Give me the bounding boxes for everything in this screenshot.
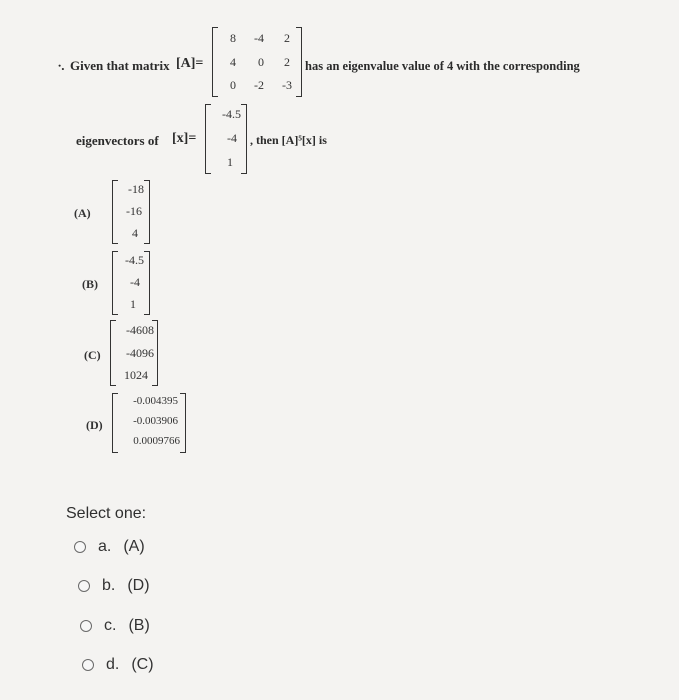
choice-a-text: (A) (123, 538, 145, 555)
option-c-cell: 1024 (124, 368, 148, 382)
choice-c-text: (B) (128, 617, 150, 634)
option-b-cell: 1 (130, 297, 136, 311)
select-one-label: Select one: (66, 505, 147, 522)
option-b-label: (B) (82, 277, 98, 291)
matrix-a-cell: 0 (230, 78, 236, 92)
question-given-text: Given that matrix (70, 58, 170, 73)
choice-d-letter: d. (106, 656, 120, 673)
choice-c[interactable] (80, 617, 150, 635)
option-b-cell: -4 (130, 275, 140, 289)
choice-a[interactable] (74, 538, 145, 556)
matrix-a-cell: -3 (282, 78, 292, 92)
option-a-cell: -18 (128, 182, 144, 196)
option-c-label: (C) (84, 348, 101, 362)
option-d-cell: 0.0009766 (133, 435, 180, 447)
matrix-a-cell: 2 (284, 55, 290, 69)
radio-a[interactable] (74, 541, 86, 553)
matrix-a-cell: 0 (258, 55, 264, 69)
vector-x-label: [x]= (172, 131, 197, 146)
choice-b-letter: b. (102, 577, 116, 594)
question-number: ∙. (58, 58, 65, 73)
matrix-a-cell: 8 (230, 31, 236, 45)
option-a-label: (A) (74, 206, 91, 220)
choice-c-letter: c. (104, 617, 117, 634)
option-a-vector (112, 180, 150, 244)
question-then-text: , then [A]⁵[x] is (250, 133, 327, 147)
vector-x-cell: -4.5 (222, 107, 241, 121)
matrix-a-cell: 2 (284, 31, 290, 45)
matrix-a (212, 27, 302, 97)
option-c-vector (110, 320, 158, 386)
option-d-cell: -0.004395 (133, 395, 178, 407)
choice-b[interactable] (78, 577, 150, 595)
option-d-cell: -0.003906 (133, 415, 178, 427)
vector-x (205, 104, 247, 174)
option-d-label: (D) (86, 418, 103, 432)
vector-x-cell: -4 (227, 131, 237, 145)
option-a-cell: 4 (132, 226, 138, 240)
matrix-a-cell: 4 (230, 55, 236, 69)
option-b-cell: -4.5 (125, 253, 144, 267)
question-after-matrix: has an eigenvalue value of 4 with the corresponding (305, 59, 580, 73)
matrix-a-cell: -2 (254, 78, 264, 92)
matrix-a-cell: -4 (254, 31, 264, 45)
option-a-cell: -16 (126, 204, 142, 218)
radio-d[interactable] (82, 659, 94, 671)
question-eigvec-text: eigenvectors of (76, 133, 159, 148)
choice-d-text: (C) (131, 656, 154, 673)
option-c-cell: -4096 (126, 346, 154, 360)
option-c-cell: -4608 (126, 323, 154, 337)
radio-b[interactable] (78, 580, 90, 592)
choice-d[interactable] (82, 656, 154, 674)
choice-b-text: (D) (127, 577, 150, 594)
option-d-vector (112, 393, 186, 453)
option-b-vector (112, 251, 150, 315)
choice-a-letter: a. (98, 538, 112, 555)
radio-c[interactable] (80, 620, 92, 632)
vector-x-cell: 1 (227, 155, 233, 169)
matrix-a-label: [A]= (176, 56, 204, 71)
